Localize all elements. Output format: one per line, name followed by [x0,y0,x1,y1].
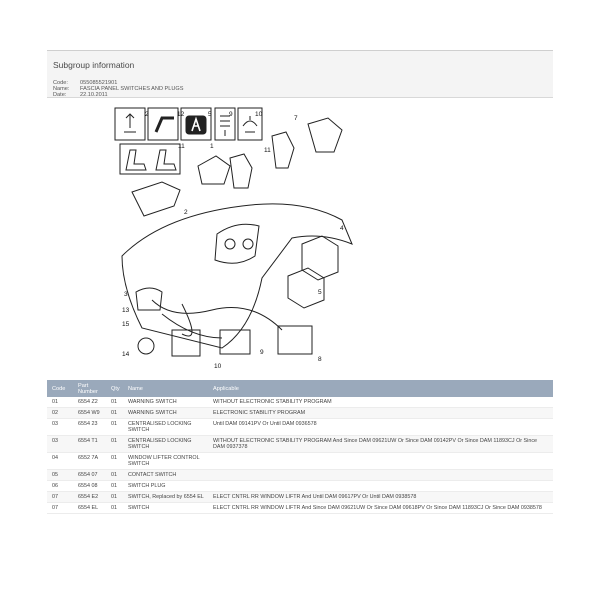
cell-name: CONTACT SWITCH [128,472,177,478]
cell-code: 03 [52,438,58,444]
callout-label: 1 [210,143,214,150]
table-row[interactable] [47,419,553,436]
table-row[interactable] [47,436,553,453]
callout-label: 9 [229,111,233,118]
callout-label: 11 [264,147,271,154]
col-qty: Qty [111,385,120,392]
callout-label: 13 [122,307,130,314]
table-row[interactable] [47,481,553,492]
callout-label: 14 [122,351,130,358]
cell-applicable: WITHOUT ELECTRONIC STABILITY PROGRAM [213,399,332,405]
cell-qty: 01 [111,483,117,489]
panel-title: Subgroup information [53,60,135,70]
cell-code: 01 [52,399,58,405]
cell-applicable: WITHOUT ELECTRONIC STABILITY PROGRAM And Since DAM 09621UW Or Since DAM 09142PV Or Since DAM 11893CJ Or Since DAM 0937378 [213,438,538,450]
cell-qty: 01 [111,455,117,461]
cell-qty: 01 [111,438,117,444]
cell-qty: 01 [111,399,117,405]
cell-qty: 01 [111,472,117,478]
cell-applicable [208,472,553,478]
cell-part: 6554 Z2 [78,399,98,405]
window-switch [302,236,338,280]
callout-label: 2 [184,209,188,216]
knob [225,239,235,249]
cell-name: CENTRALISED LOCKING SWITCH [128,421,192,433]
cell-qty: 01 [111,505,117,511]
meta-row-date [53,92,184,98]
cell-qty: 01 [111,410,117,416]
icon-box [148,108,178,140]
cell-part: 6552 7A [78,455,99,461]
cell-name: SWITCH PLUG [128,483,166,489]
cell-code: 06 [52,483,58,489]
callout-label: 15 [122,321,130,328]
cell-applicable: ELECT CNTRL RR WINDOW LIFTR And Until DAM 09617PV Or Until DAM 0938578 [213,494,417,500]
cell-qty: 01 [111,494,117,500]
col-code: Code [52,385,66,392]
col-part: Part Number [78,382,98,395]
cell-part: 6554 EL [78,505,99,511]
knob [243,239,253,249]
table-row[interactable] [47,470,553,481]
light-icon [243,116,257,132]
switch-plug [278,326,312,354]
cell-name: SWITCH, Replaced by 6554 EL [128,494,204,500]
meta-label: Date: [53,92,67,99]
cell-part: 6554 W9 [78,410,100,416]
cell-name: WARNING SWITCH [128,399,177,405]
cell-code: 04 [52,455,58,461]
cell-part: 6554 07 [78,472,98,478]
center-console [215,224,259,263]
callout-label: 8 [318,356,322,363]
heater-icon [220,116,230,136]
callout-label: 3 [124,291,128,298]
callout-label: 4 [340,225,344,232]
cell-part: 6554 T1 [78,438,98,444]
table-row[interactable] [47,503,553,514]
meta-label: Name: [53,86,70,93]
cell-code: 07 [52,494,58,500]
cell-qty: 01 [111,421,117,427]
switch-plug [220,330,250,354]
table-header [47,380,553,397]
window-switch [288,268,324,308]
cell-code: 07 [52,505,58,511]
cell-name: WINDOW LIFTER CONTROL SWITCH [128,455,200,467]
callout-label: 7 [294,115,298,122]
lock-icon [124,114,136,132]
table-row[interactable] [47,453,553,470]
meta-value: 055085521901 [80,80,118,86]
cell-name: SWITCH [128,505,150,511]
callout-label: 9 [260,349,264,356]
locking-switch [132,182,180,216]
callout-label: 5 [318,289,322,296]
parts-table [47,380,553,514]
cell-part: 6554 E2 [78,494,99,500]
meta-value: 22.10.2011 [80,92,108,99]
subgroup-info-panel [47,50,553,98]
callout-label: 11 [178,143,185,150]
meta-label: Code: [53,80,68,86]
ramp-icon [156,118,174,132]
col-applicable: Applicable [213,385,239,392]
callout-label: 10 [214,363,222,370]
table-row[interactable] [47,397,553,408]
switch-part [272,132,294,168]
table-body [47,397,553,514]
callout-label: 5 [208,111,212,118]
cell-code: 05 [52,472,58,478]
cell-part: 6554 23 [78,421,98,427]
cell-part: 6554 08 [78,483,98,489]
cell-applicable: ELECTRONIC STABILITY PROGRAM [213,410,306,416]
seat-heating-icon [126,150,176,170]
switch-part [308,118,342,152]
cell-applicable [208,483,553,489]
callout-label: 12 [177,111,185,118]
parts-diagram [112,104,362,374]
cell-applicable [208,455,553,467]
callout-label: 2 [145,111,149,118]
switch-part [230,154,252,188]
cell-code: 02 [52,410,58,416]
cell-name: WARNING SWITCH [128,410,177,416]
table-row[interactable] [47,492,553,503]
cell-name: CENTRALISED LOCKING SWITCH [128,438,192,450]
cell-code: 03 [52,421,58,427]
contact-switch [136,288,162,310]
callout-label: 10 [255,111,263,118]
meta-value: FASCIA PANEL SWITCHES AND PLUGS [80,86,184,93]
col-name: Name [128,385,143,392]
plug-part [138,338,154,354]
cell-applicable: Until DAM 09141PV Or Until DAM 0936578 [213,421,317,427]
table-row[interactable] [47,408,553,419]
subgroup-meta [53,80,184,99]
warning-switch [198,156,230,184]
cell-applicable: ELECT CNTRL RR WINDOW LIFTR And Since DAM 09621UW Or Since DAM 09618PV Or Since DAM 11893CJ Or Since DAM 0938578 [213,505,542,511]
